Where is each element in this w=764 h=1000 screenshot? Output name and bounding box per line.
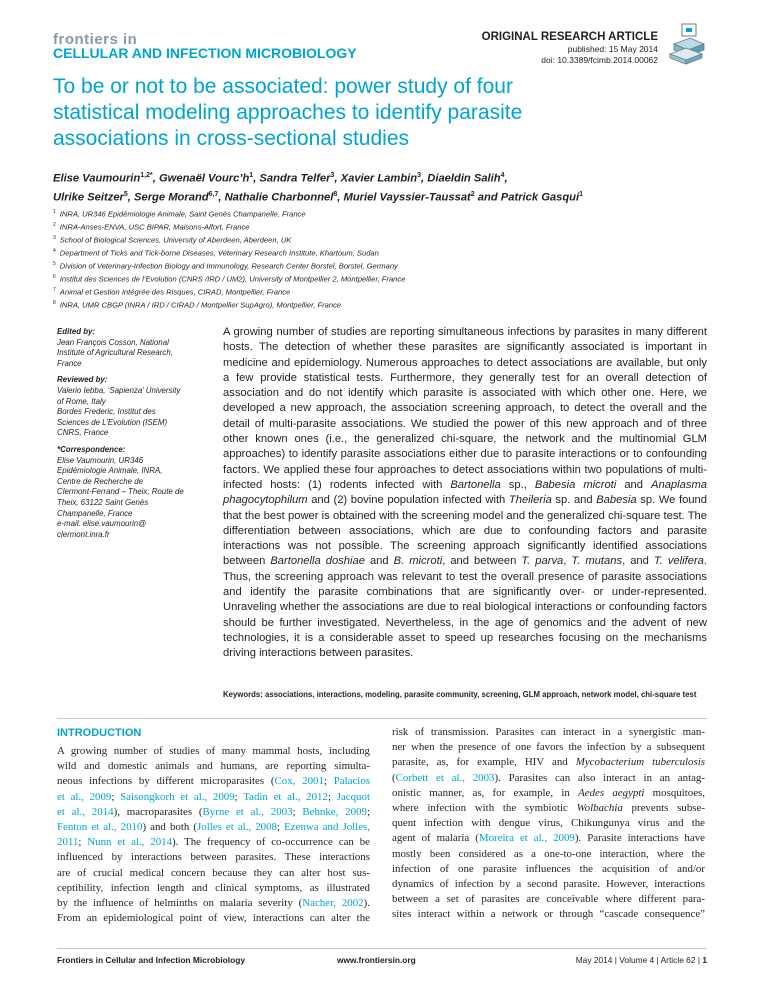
species-name: T. mutans [571,555,623,568]
affiliation [53,259,713,272]
affiliation-number: 1 [53,209,56,215]
body-text: ) and both ( [142,821,198,834]
body-line [392,907,705,922]
published-date: published: 15 May 2014 [567,44,658,54]
citation-link[interactable]: Behnke, 2009 [302,805,367,818]
affiliation-text: INRA, UR346 Epidémiologie Animale, Saint Genès Champanelle, France [59,209,306,219]
affiliation [53,298,713,311]
citation-link[interactable]: et al., 2014 [57,805,114,818]
footer-website[interactable]: www.frontiersin.org [337,955,416,965]
author-affiliation-number: 4 [500,172,505,179]
species-name: Aedes aegypti [578,786,645,799]
body-line [392,771,705,786]
body-text: between a set of parasites are conceivable where different para- [392,893,705,906]
affiliation-number: 3 [53,235,56,242]
correspondence-line: e-mail: elise.vaumourin@ [57,519,147,529]
body-text: are of crucial medical concern because they can alter host sus- [57,866,370,879]
title-line: associations in cross-sectional studies [53,127,409,150]
body-text: ; [111,790,121,803]
body-line [392,831,705,846]
affiliation [53,272,713,285]
body-line [392,862,705,877]
affiliation [53,220,713,233]
body-line [392,740,705,755]
abstract-text: and (2) bovine population infected with [307,494,509,507]
reviewer-line: CNRS, France [57,428,109,438]
body-text: ; [277,821,285,834]
body-line [57,896,370,911]
body-text: influenced by interactions between parasites. These interactions [57,851,370,864]
body-text: sites interact within a network or through “cascade consequence” [392,908,705,921]
title-line: statistical modeling approaches to identify parasite [53,101,523,124]
article-info [482,30,658,66]
footer-page-number: 1 [702,955,707,965]
reviewer-line: Bordes Frederic, Institut des [57,407,156,417]
body-text: dynamics of infection by a second parasite. However, interactions [392,878,705,891]
author-separator: , [127,191,135,204]
species-name: T. velifera [653,555,704,568]
citation-link[interactable]: Cox, 2001 [274,775,324,788]
affiliation [53,246,713,259]
body-line [57,820,370,835]
affiliation-number: 7 [53,287,56,294]
body-text: mostly been considered as a one-to-one interaction, where the [392,847,705,860]
correspondence-line: Champanelle, France [57,508,133,518]
article-type: ORIGINAL RESEARCH ARTICLE [481,31,658,43]
citation-link[interactable]: Ezenwa and Jolles, [284,821,370,834]
author-separator: and [474,191,501,204]
abstract-text: and [364,555,394,568]
introduction-heading: INTRODUCTION [57,727,142,739]
citation-link[interactable]: Jolles et al., 2008 [197,821,278,834]
affiliation-text: INRA, UMR CBGP (INRA / IRD / CIRAD / Montpellier SupAgro), Montpellier, France [59,300,342,310]
citation-link[interactable]: 2011 [57,836,79,849]
body-text: by the influence of helminths on malaria severity ( [57,897,303,910]
species-name: Theileria [508,494,552,507]
citation-link[interactable]: Fenton et al., 2010 [57,821,143,834]
body-line [57,805,370,820]
body-line [392,847,705,862]
body-line [392,877,705,892]
affiliation-text: Division of Veterinary-Infection Biology and Immunology, Research Center Borstel, Borstel, Germany [59,261,398,271]
author-name: Diaeldin Salih [427,172,501,185]
reviewer-line: Valerio Iebba, ‘Sapienza’ University [57,385,181,395]
body-line [392,725,705,740]
species-name: T. parva [521,555,564,568]
editor-line: Jean François Cosson, National [57,337,169,347]
author-separator: , [504,172,508,185]
editor-line: Institute of Agricultural Research, [57,348,173,358]
species-name: Wolbachia [576,802,623,815]
abstract-text: , and between [442,555,522,568]
author-name: Serge Morand [134,191,209,204]
author-separator: , [218,191,225,204]
species-name: Bartonella doshiae [270,555,365,568]
footer-journal: Frontiers in Cellular and Infection Microbiology [57,955,245,965]
affiliation-text: Institut des Sciences de l’Evolution (CNRS /IRD / UM2), University of Montpellier 2, Montpellier, France [59,274,406,284]
correspondence-details [57,456,207,541]
body-text: ; [327,790,337,803]
affiliation [53,285,713,298]
body-text: ; [366,805,370,818]
section-divider [57,718,707,719]
title-line: To be or not to be associated: power study of four [53,75,513,98]
abstract-text: and [616,478,652,491]
author-separator: , [421,172,428,185]
body-text: quent infection with dengue virus, Chikungunya virus and the [392,817,705,830]
citation-link[interactable]: Jacquot [336,790,370,803]
author-name: Ulrike Seitzer [53,191,124,204]
article-title [53,74,713,152]
abstract-text: , and [622,555,654,568]
body-text: onistic manner, as, for example, in [392,786,579,799]
body-column-left [57,744,370,926]
body-text: From an epidemiological point of view, interactions can alter the [57,912,370,925]
body-text: ; [78,836,88,849]
body-line [57,835,370,850]
body-line [57,759,370,774]
body-text: where infection with the symbiotic [392,802,577,815]
footer-issue [576,955,707,966]
abstract-text: sp. We found that the best power is obtained with the screening model and the generalized chi-square test. The differentiation between associations, which are due to confounding factors and parasite interactions was not possible. The screening approach significantly identified associations between [223,494,707,568]
body-text: ). The frequency of co-occurrence can be [172,836,370,849]
correspondence-line: Clermont-Ferrand – Theix, Route de [57,487,184,497]
citation-link[interactable]: Corbett et al., 2003 [395,771,495,784]
edited-by-names [57,338,207,370]
abstract-text: sp., [500,478,535,491]
correspondence-line: clermont.inra.fr [57,529,110,539]
author-name: Patrick Gasqui [500,191,580,204]
affiliation [53,207,713,220]
body-line [392,816,705,831]
affiliation-text: Animal et Gestion Intégrée des Risques, CIRAD, Montpellier, France [59,287,291,297]
body-line [392,892,705,907]
body-line [57,774,370,789]
author-affiliation-number: 3 [417,172,422,179]
body-text: ). Parasites can also interact in an antag- [494,771,706,784]
keywords: Keywords: associations, interactions, modeling, parasite community, screening, GLM approach, network model, chi-square test [223,690,697,699]
abstract-text: . Thus, the screening approach was relevant to test the overall presence of parasite associations and identify the parasite combinations that are significantly over- or under-represented. Unraveling whether the associations are due to real biological interactions or confounding factors should be further investigated. Nevertheless, in the age of genomics and the advent of new technologies, it is a considerable asset to speed up researches focusing on the mechanisms driving interactions between parasites. [223,555,708,660]
body-text: A growing number of studies of many mammal hosts, including [57,745,370,757]
citation-link[interactable]: Nacher, 2002 [302,897,364,910]
abstract-text: , [563,555,572,568]
body-text: ; [292,805,303,818]
body-text: ; [234,790,244,803]
species-name: Babesia microti [534,478,617,491]
author-name: Sandra Telfer [259,172,331,185]
body-line [57,866,370,881]
affiliation-number: 4 [53,248,56,255]
correspondence-heading: *Correspondence: [57,444,126,454]
body-text: wild and domestic animals and humans, are reporting simulta- [57,760,370,773]
body-text: prevents subse- [622,802,705,815]
author-separator: , [337,191,344,204]
citation-link[interactable]: Tadin et al., 2012 [243,790,328,803]
affiliation-number: 5 [53,261,56,268]
correspondence-line: Elise Vaumourin, UR346 [57,455,144,465]
author-name: Elise Vaumourin [53,172,141,185]
author-affiliation-number: 3 [330,172,335,179]
reviewed-by-names [57,386,207,439]
affiliation-number: 8 [53,300,56,307]
reviewer-line: of Rome, Italy [57,396,106,406]
species-name: Bartonella [450,478,501,491]
footer-divider [57,948,707,949]
author-separator: , [334,172,341,185]
body-text: agent of malaria ( [392,832,479,845]
body-text: infection of one parasite influences the acquisition of and/or [392,862,705,875]
affiliation-text: School of Biological Sciences, University of Aberdeen, Aberdeen, UK [59,235,292,245]
species-name: B. microti [393,555,443,568]
species-name: Babesia [596,494,637,507]
body-text: neous infections by different microparasites ( [57,775,275,788]
author-name: Nathalie Charbonnel [224,191,334,204]
correspondence-line: Epidémiologie Animale, INRA, [57,466,163,476]
body-text: ner when the presence of one favors the infection by a subsequent [392,741,705,754]
author-name: Gwenaël Vourc’h [158,172,250,185]
affiliation-text: INRA-Anses-ENVA, USC BIPAR, Maisons-Alfort, France [59,222,250,232]
doi: doi: 10.3389/fcimb.2014.00062 [541,55,658,65]
abstract-text: sp. and [551,494,597,507]
author-separator: , [152,172,159,185]
abstract [223,325,707,662]
author-list [53,168,713,205]
author-affiliation-number: 2 [470,190,475,198]
edited-by-heading: Edited by: [57,327,96,336]
correspondence-line: Centre de Recherche de [57,476,143,486]
citation-link[interactable]: Byrne et al., 2003 [202,805,293,818]
species-name: Anaplasma phagocytophilum [223,478,708,507]
frontiers-logo-icon [668,22,708,66]
journal-name-line1: frontiers in [53,31,138,48]
author-separator: , [253,172,260,185]
body-text: ; [323,775,334,788]
species-name: Mycobacterium tuberculosis [575,756,705,769]
author-name: Xavier Lambin [340,172,418,185]
citation-link[interactable]: Moreira et al., 2009 [478,832,575,845]
citation-link[interactable]: et al., 2009 [57,790,112,803]
affiliation-text: Department of Ticks and Tick-borne Diseases, Veterinary Research Institute, Khartoum, Sudan [59,248,379,258]
body-line [57,790,370,805]
reviewer-line: Sciences de L’Evolution (ISEM) [57,417,168,427]
affiliation-list [53,207,713,311]
body-line [392,755,705,770]
body-line [57,881,370,896]
author-affiliation-number: 1 [249,172,254,179]
body-line [57,911,370,926]
body-text: ceptibility, infection length and clinical symptoms, as illustrated [57,881,370,894]
body-column-right [392,725,705,923]
author-affiliation-number: 8 [333,190,338,198]
editorial-info [57,327,207,540]
editor-line: France [57,358,82,368]
body-line [57,850,370,865]
citation-link[interactable]: Palacios [333,775,370,788]
body-text: ). [363,897,370,910]
body-line [392,786,705,801]
author-affiliation-number: 1,2* [140,172,153,179]
body-text: risk of transmission. Parasites can interact in a synergistic man- [392,726,705,738]
author-affiliation-number: 6,7 [208,190,219,198]
body-text: ( [392,771,396,784]
affiliation [53,233,713,246]
author-affiliation-number: 5 [123,190,128,198]
affiliation-number: 2 [53,222,56,229]
affiliation-number: 6 [53,274,56,281]
body-line [57,744,370,759]
body-text: mosquitoes, [644,786,705,799]
body-line [392,801,705,816]
body-text: ), macroparasites ( [113,805,203,818]
reviewed-by-heading: Reviewed by: [57,375,108,385]
body-text: ). Parasite interactions have [574,832,705,845]
author-name: Muriel Vayssier-Taussat [343,191,471,204]
citation-link[interactable]: Nunn et al., 2014 [87,836,173,849]
journal-name-line2: CELLULAR AND INFECTION MICROBIOLOGY [53,45,357,61]
correspondence-line: Theix, 63122 Saint Genès [57,497,149,507]
body-text: parasite, as, for example, HIV and [392,756,576,769]
author-affiliation-number: 1 [579,190,584,198]
abstract-text: A growing number of studies are reporting simultaneous infections by parasites in many different hosts. The detection of whether these parasites are significantly associated is important in medicine and epidemiology. Numerous approaches to detect associations are available, but only a few provide statistical tests. Furthermore, they generally test for an overall detection of association and do not identify which parasite is associated with which other one. Here, we developed a new approach, the association screening approach, to detect the overall and the detail of multi-parasite associations. We studied the power of this new approach and of three other known ones (i.e., the generalized chi-square, the network and the multinomial GLM approaches) to identify parasite associations either due to parasite interactions or to confounding factors. We applied these four approaches to detect associations within two populations of multi-infected hosts: (1) rodents infected with [223,326,707,491]
citation-link[interactable]: Saisongkorh et al., 2009 [120,790,235,803]
footer-issue-text: May 2014 | Volume 4 | Article 62 | [575,955,703,965]
